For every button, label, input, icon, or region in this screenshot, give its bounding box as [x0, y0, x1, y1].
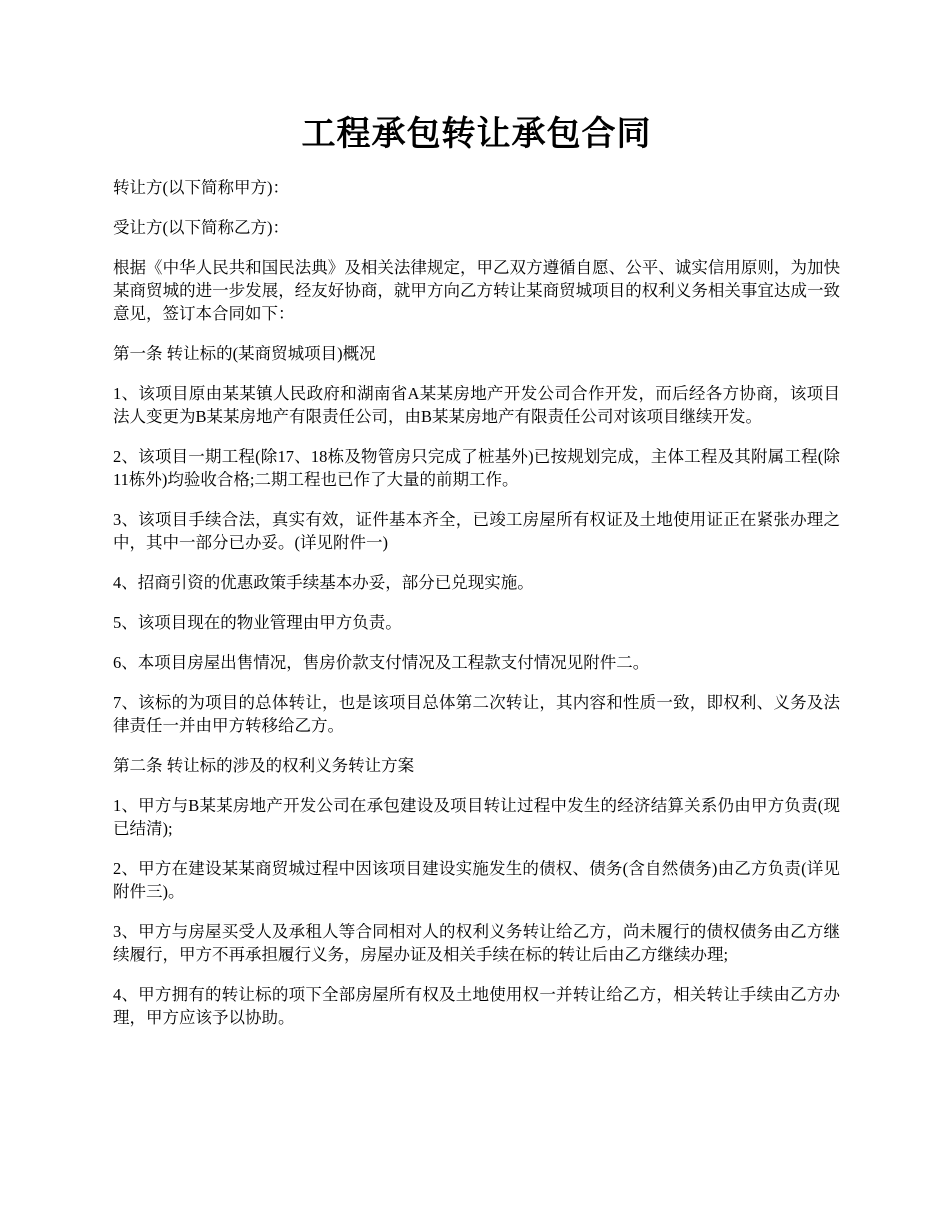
article-1-clause-6: 6、本项目房屋出售情况，售房价款支付情况及工程款支付情况见附件二。 — [113, 653, 650, 672]
article-1-clause-1: 1、该项目原由某某镇人民政府和湖南省A某某房地产开发公司合作开发，而后经各方协商，该项目法人变更为B某某房地产有限责任公司，由B某某房地产有限责任公司对该项目继续开发。 — [113, 384, 840, 426]
article-1-clause-2: 2、该项目一期工程(除17、18栋及物管房只完成了桩基外)已按规划完成，主体工程及其附属工程(除11栋外)均验收合格;二期工程也已作了大量的前期工作。 — [113, 447, 840, 489]
paragraph-preamble: 根据《中华人民共和国民法典》及相关法律规定，甲乙双方遵循自愿、公平、诚实信用原则，为加快某商贸城的进一步发展，经友好协商，就甲方向乙方转让某商贸城项目的权利义务相关事宜达成一致意见，签订本合同如下： — [113, 258, 840, 323]
document-title: 工程承包转让承包合同 — [301, 116, 652, 153]
paragraph-transferor: 转让方(以下简称甲方)： — [113, 178, 289, 197]
article-1-heading: 第一条 转让标的(某商贸城项目)概况 — [113, 344, 376, 363]
article-1-clause-4: 4、招商引资的优惠政策手续基本办妥，部分已兑现实施。 — [113, 573, 534, 592]
article-1-clause-5: 5、该项目现在的物业管理由甲方负责。 — [113, 613, 402, 632]
article-1-clause-7: 7、该标的为项目的总体转让，也是该项目总体第二次转让，其内容和性质一致，即权利、义务及法律责任一并由甲方转移给乙方。 — [113, 693, 840, 735]
article-2-clause-4: 4、甲方拥有的转让标的项下全部房屋所有权及土地使用权一并转让给乙方，相关转让手续由乙方办理，甲方应该予以协助。 — [113, 985, 840, 1027]
article-2-clause-1: 1、甲方与B某某房地产开发公司在承包建设及项目转让过程中发生的经济结算关系仍由甲方负责(现已结清); — [113, 796, 840, 838]
article-2-heading: 第二条 转让标的涉及的权利义务转让方案 — [113, 756, 415, 775]
article-1-clause-3: 3、该项目手续合法，真实有效，证件基本齐全，已竣工房屋所有权证及土地使用证正在紧张办理之中，其中一部分已办妥。(详见附件一) — [113, 510, 840, 552]
document-body — [113, 176, 840, 1029]
article-2-clause-2: 2、甲方在建设某某商贸城过程中因该项目建设实施发生的债权、债务(含自然债务)由乙方负责(详见附件三)。 — [113, 859, 840, 901]
paragraph-transferee: 受让方(以下简称乙方)： — [113, 218, 289, 237]
article-2-clause-3: 3、甲方与房屋买受人及承租人等合同相对人的权利义务转让给乙方，尚未履行的债权债务由乙方继续履行，甲方不再承担履行义务，房屋办证及相关手续在标的转让后由乙方继续办理; — [113, 922, 840, 964]
